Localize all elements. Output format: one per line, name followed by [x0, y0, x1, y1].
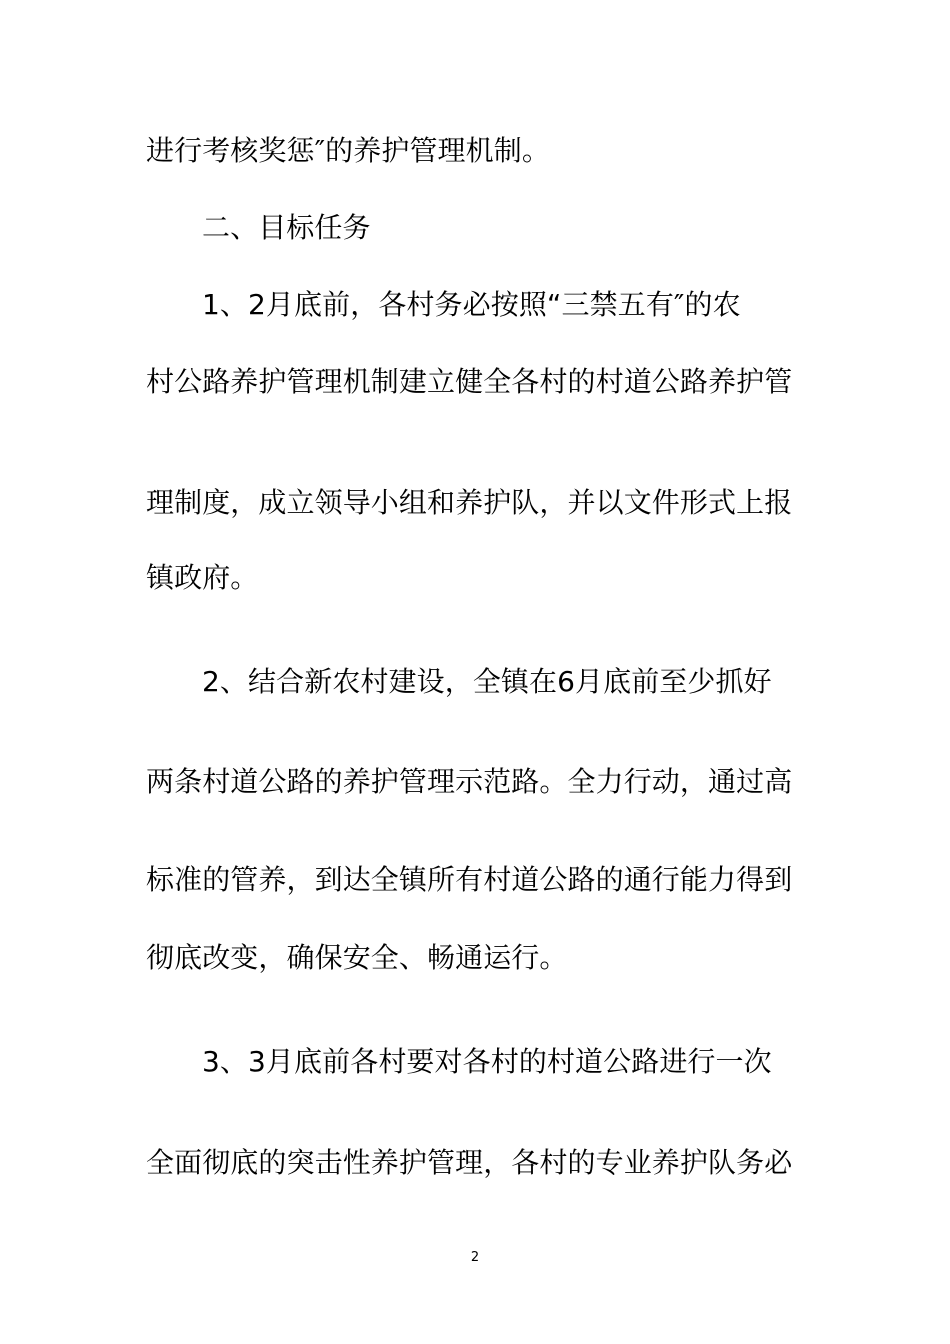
body-line-9: 标准的管养，到达全镇所有村道公路的通行能力得到 — [146, 863, 793, 896]
page-number: 2 — [470, 1250, 480, 1265]
section-heading: 二、目标任务 — [202, 211, 371, 244]
body-line-5: 理制度，成立领导小组和养护队，并以文件形式上报 — [146, 486, 793, 519]
body-line-3: 1、2月底前，各村务必按照“三禁五有″的农 — [202, 288, 741, 321]
body-line-7: 2、结合新农村建设，全镇在6月底前至少抓好 — [202, 665, 772, 698]
body-line-4: 村公路养护管理机制建立健全各村的村道公路养护管 — [146, 365, 793, 398]
body-line-12: 全面彻底的突击性养护管理，各村的专业养护队务必 — [146, 1146, 793, 1179]
body-line-11: 3、3月底前各村要对各村的村道公路进行一次 — [202, 1045, 772, 1078]
body-line-6: 镇政府。 — [146, 561, 259, 594]
body-line-8: 两条村道公路的养护管理示范路。全力行动，通过高 — [146, 765, 793, 798]
body-line-1: 进行考核奖惩″的养护管理机制。 — [146, 134, 550, 167]
body-line-10: 彻底改变，确保安全、畅通运行。 — [146, 941, 568, 974]
